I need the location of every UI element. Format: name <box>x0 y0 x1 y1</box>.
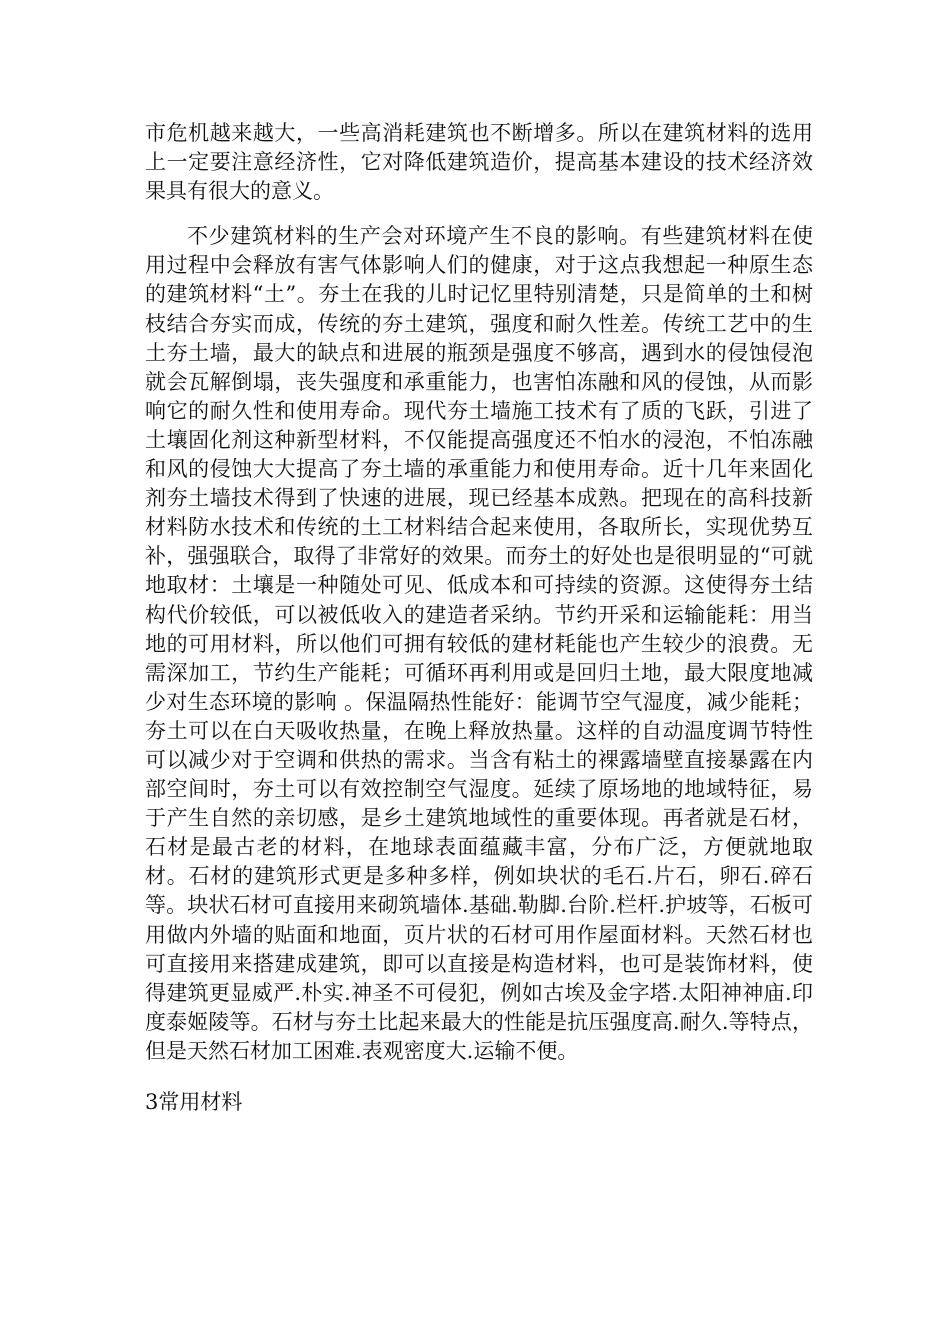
paragraph-rammed-earth-and-stone: 不少建筑材料的生产会对环境产生不良的影响。有些建筑材料在使用过程中会释放有害气体影响人们的健康，对于这点我想起一种原生态的建筑材料“土”。夯土在我的儿时记忆里特别清楚，只是简单的土和树枝结合夯实而成，传统的夯土建筑，强度和耐久性差。传统工艺中的生土夯土墙，最大的缺点和进展的瓶颈是强度不够高，遇到水的侵蚀侵泡就会瓦解倒塌，丧失强度和承重能力，也害怕冻融和风的侵蚀，从而影响它的耐久性和使用寿命。现代夯土墙施工技术有了质的飞跃，引进了土壤固化剂这种新型材料，不仅能提高强度还不怕水的浸泡，不怕冻融和风的侵蚀大大提高了夯土墙的承重能力和使用寿命。近十几年来固化剂夯土墙技术得到了快速的进展，现已经基本成熟。把现在的高科技新材料防水技术和传统的土工材料结合起来使用，各取所长，实现优势互补，强强联合，取得了非常好的效果。而夯土的好处也是很明显的“可就地取材：土壤是一种随处可见、低成本和可持续的资源。这使得夯土结构代价较低，可以被低收入的建造者采纳。节约开采和运输能耗：用当地的可用材料，所以他们可拥有较低的建材耗能也产生较少的浪费。无需深加工，节约生产能耗；可循环再利用或是回归土地，最大限度地减少对生态环境的影响 。保温隔热性能好：能调节空气湿度，减少能耗；夯土可以在白天吸收热量，在晚上释放热量。这样的自动温度调节特性可以减少对于空调和供热的需求。当含有粘土的裸露墙壁直接暴露在内部空间时，夯土可以有效控制空气湿度。延续了原场地的地域特征，易于产生自然的亲切感，是乡土建筑地域性的重要体现。再者就是石材，石材是最古老的材料，在地球表面蕴藏丰富，分布广泛，方便就地取材。石材的建筑形式更是多种多样，例如块状的毛石.片石，卵石.碎石等。块状石材可直接用来砌筑墙体.基础.勒脚.台阶.栏杆.护坡等，石板可用做内外墙的贴面和地面，页片状的石材可用作屋面材料。天然石材也可直接用来搭建成建筑，即可以直接是构造材料，也可是装饰材料，使得建筑更显威严.朴实.神圣不可侵犯，例如古埃及金字塔.太阳神神庙.印度泰姬陵等。石材与夯土比起来最大的性能是抗压强度高.耐久.等特点，但是天然石材加工困难.表观密度大.运输不便。 <box>145 224 813 1063</box>
paragraph-economy: 市危机越来越大，一些高消耗建筑也不断增多。所以在建筑材料的选用上一定要注意经济性，它对降低建筑造价，提高基本建设的技术经济效果具有很大的意义。 <box>145 121 813 204</box>
section-heading: 3常用材料 <box>145 1090 243 1114</box>
document-body <box>145 119 813 1117</box>
